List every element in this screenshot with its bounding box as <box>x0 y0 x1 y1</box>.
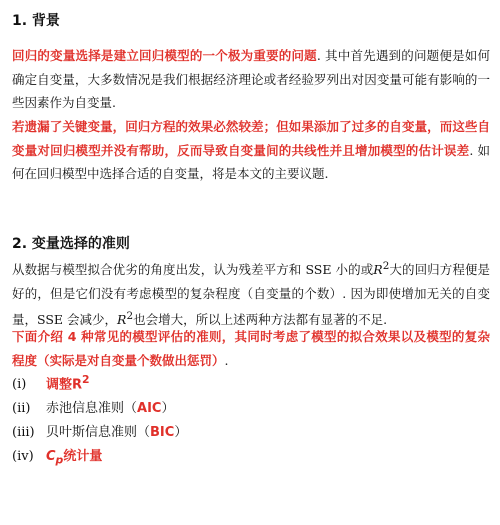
list-number: (iii) <box>12 425 35 440</box>
criterion-text: 赤池信息准则（ <box>46 401 138 416</box>
highlight-text: 回归的变量选择是建立回归模型的一个极为重要的问题 <box>12 48 317 63</box>
list-item <box>12 373 90 395</box>
list-number: (i) <box>12 377 27 393</box>
criterion-abbr: BIC <box>150 425 175 440</box>
criterion-name: 统计量 <box>63 449 103 464</box>
criterion-text: ） <box>161 401 175 416</box>
criteria-paragraph-1 <box>12 255 490 332</box>
criterion-name: C <box>46 449 56 464</box>
body-text: 也会增大，所以上述两种方法都有显著的不足. <box>133 312 388 328</box>
criterion-name: 调整R <box>46 377 83 393</box>
body-text: . <box>224 352 229 368</box>
criterion-text: 贝叶斯信息准则（ <box>46 425 151 440</box>
r-squared-symbol: R <box>373 262 383 278</box>
r-squared-symbol: R <box>117 312 127 328</box>
highlight-text: 下面介绍 4 种常见的模型评估的准则，其同时考虑了模型的拟合效果以及模型的复杂程度（实际是对自变量个数做出惩罚） <box>12 329 490 368</box>
list-number: (ii) <box>12 401 31 416</box>
list-item <box>12 421 187 443</box>
highlight-text: 若遗漏了关键变量，回归方程的效果必然较差；但如果添加了过多的自变量，而这些自变量对回归模型并没有帮助，反而导致自变量间的共线性并且增加模型的估计误差 <box>12 119 490 158</box>
list-item <box>12 445 102 467</box>
body-text: . 如何在回归模型中选择合适的自变量，将是本文的主要议题. <box>12 142 490 181</box>
superscript: 2 <box>126 310 134 323</box>
criteria-paragraph-2 <box>12 325 490 372</box>
section-heading-criteria: 2. 变量选择的准则 <box>12 236 130 252</box>
superscript: 2 <box>382 260 390 272</box>
body-text: 从数据与模型拟合优劣的角度出发，认为残差平方和 SSE 小的或 <box>12 262 374 278</box>
criterion-abbr: AIC <box>137 401 162 416</box>
criterion-text: ） <box>174 425 188 440</box>
list-item <box>12 397 174 419</box>
body-text: 大的回归方程便是好的，但是它们没有考虑模型的复杂程度（自变量的个数）. 因为即使增加无关的自变量，SSE 会减少， <box>12 262 490 328</box>
background-paragraph-1 <box>12 44 490 115</box>
background-paragraph-2 <box>12 115 490 186</box>
subscript: p <box>55 453 64 467</box>
superscript: 2 <box>82 373 90 386</box>
section-heading-background: 1. 背景 <box>12 13 60 29</box>
body-text: . 其中首先遇到的问题便是如何确定自变量，大多数情况是我们根据经济理论或者经验罗列出对因变量可能有影响的一些因素作为自变量. <box>12 48 490 110</box>
list-number: (iv) <box>12 449 34 464</box>
